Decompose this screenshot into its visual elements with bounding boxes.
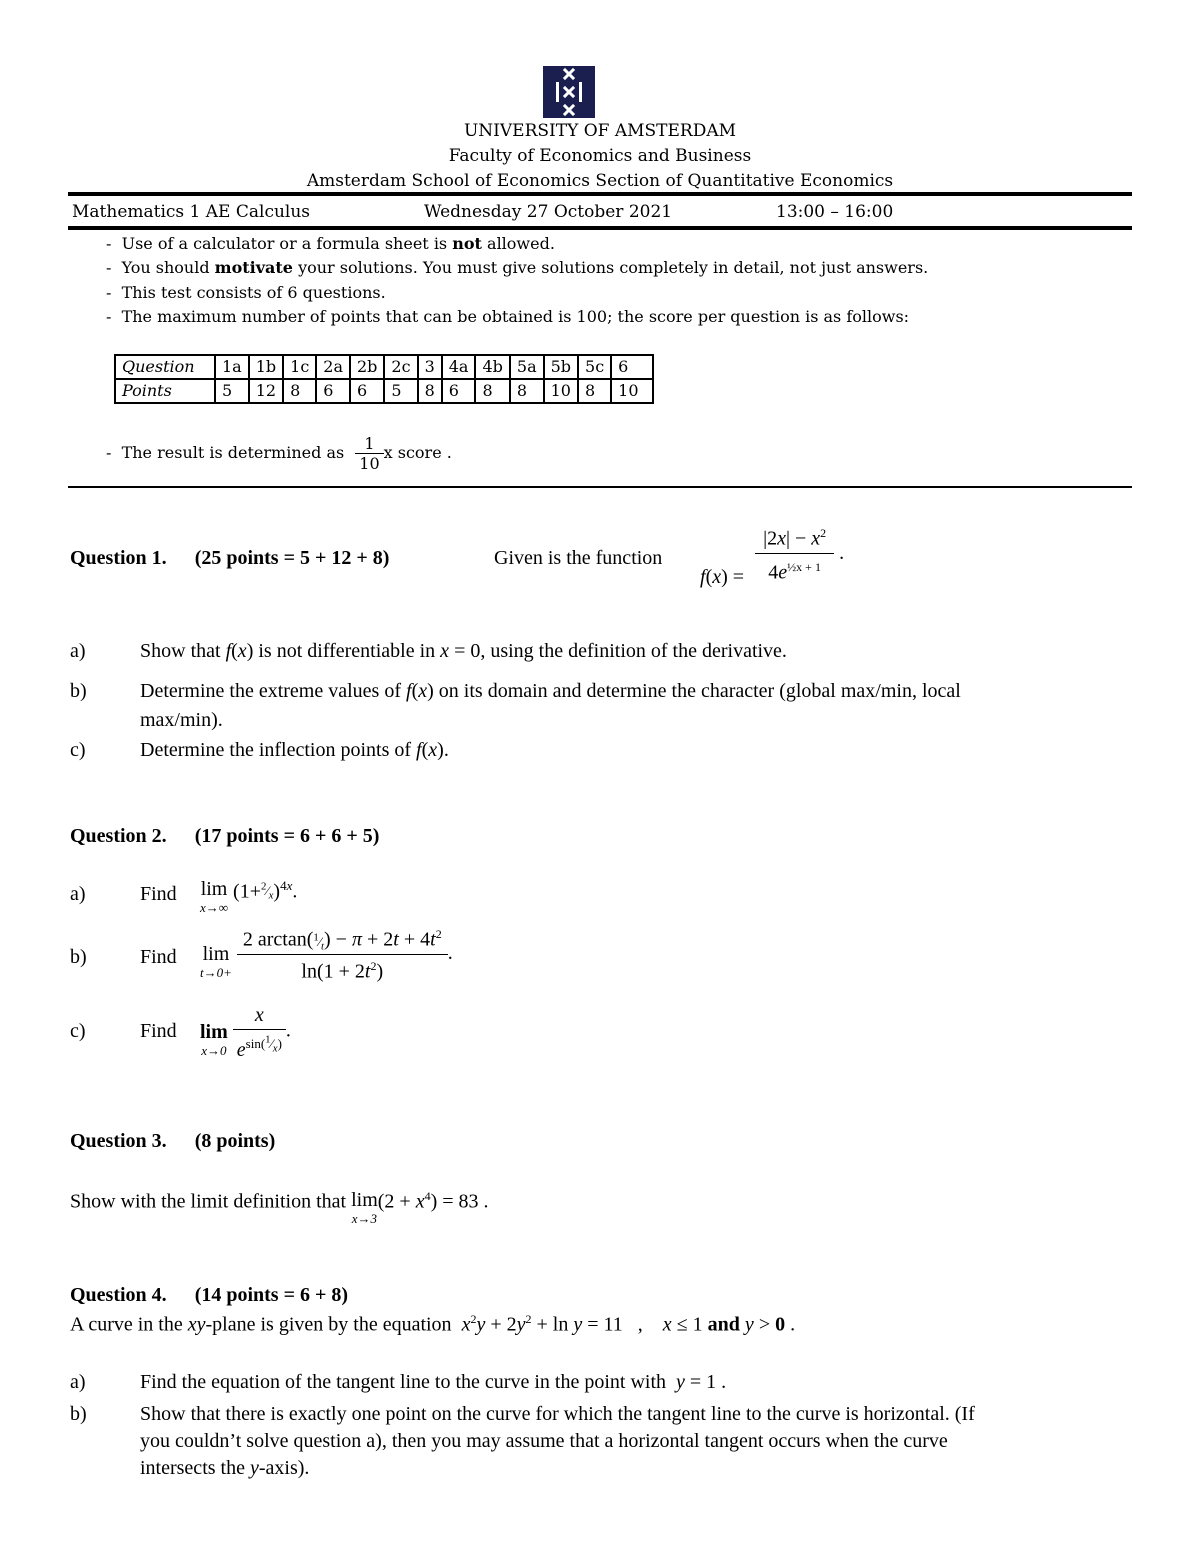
table-cell: 2a xyxy=(316,355,350,379)
table-cell: 8 xyxy=(283,379,316,403)
table-cell: 5b xyxy=(544,355,578,379)
instruction-motivate: - You should motivate your solutions. You must give solutions completely in detail, not just answers. xyxy=(106,258,929,277)
q4-part-b-line1: Show that there is exactly one point on the curve for which the tangent line to the curve is horizontal. (If xyxy=(140,1403,975,1425)
instructions-rule xyxy=(68,486,1132,488)
table-cell: 5 xyxy=(215,379,249,403)
q4-part-a-label: a) xyxy=(70,1371,86,1393)
table-cell: 5a xyxy=(510,355,544,379)
q1-part-a-label: a) xyxy=(70,640,86,662)
table-cell: 5c xyxy=(578,355,611,379)
q4-part-b-line2: you couldn’t solve question a), then you may assume that a horizontal tangent occurs when the curve xyxy=(140,1430,948,1452)
logo-crosses-icon xyxy=(543,66,595,118)
table-cell: 4a xyxy=(442,355,476,379)
table-cell: 6 xyxy=(611,355,653,379)
school-name: Amsterdam School of Economics Section of Quantitative Economics xyxy=(306,171,894,191)
q1-part-c-label: c) xyxy=(70,739,86,761)
q2-part-c-label: c) xyxy=(70,1020,86,1042)
q1-part-b-text: Determine the extreme values of f(x) on its domain and determine the character (global max/min, local xyxy=(140,680,961,702)
faculty-name: Faculty of Economics and Business xyxy=(448,146,752,166)
table-cell: 8 xyxy=(510,379,544,403)
table-cell: 10 xyxy=(544,379,578,403)
exam-date: Wednesday 27 October 2021 xyxy=(424,202,673,222)
q2-part-b-formula: lim $^{t\to 0+}$ $\frac{2 \arctan(^1⁄_t) - \pi + 2t + 4t^2}{\ln(1 + 2t^2)}$ . xyxy=(200,927,453,983)
instruction-question-count: - This test consists of 6 questions. xyxy=(106,283,386,302)
q2-heading: Question 2. (17 points = 6 + 6 + 5) xyxy=(70,825,380,847)
points-table-question-row xyxy=(115,355,653,379)
header-rule-top xyxy=(68,192,1132,196)
q1-part-c-text: Determine the inflection points of f(x). xyxy=(140,739,449,761)
table-cell: 8 xyxy=(578,379,611,403)
course-name: Mathematics 1 AE Calculus xyxy=(72,202,311,222)
instruction-result: - The result is determined as $\frac{1}{10}$ x score . xyxy=(106,434,452,473)
points-table-points-row xyxy=(115,379,653,403)
q1-part-b-text-cont: max/min). xyxy=(140,709,223,731)
university-logo xyxy=(543,66,595,118)
q2-part-a-formula: lim $^{x\to\infty}$ $(1+^2⁄_x)^{4x}$. xyxy=(200,878,298,915)
table-cell: 8 xyxy=(418,379,442,403)
q4-heading: Question 4. (14 points = 6 + 8) xyxy=(70,1284,349,1306)
q2-part-a-find: Find xyxy=(140,883,177,905)
table-label-question: Question xyxy=(115,355,215,379)
exam-time: 13:00 – 16:00 xyxy=(776,202,894,222)
q4-part-b-line3: intersects the y-axis). xyxy=(140,1457,310,1479)
points-table xyxy=(114,354,654,404)
q2-part-a-label: a) xyxy=(70,883,86,905)
table-cell: 1a xyxy=(215,355,249,379)
table-cell: 2c xyxy=(384,355,417,379)
q2-part-b-find: Find xyxy=(140,946,177,968)
table-cell: 6 xyxy=(316,379,350,403)
q1-heading: Question 1. (25 points = 5 + 12 + 8) xyxy=(70,547,390,569)
q1-function-formula: f(x) = $\frac{|2x| - x^2}{4e^{\frac{1}{2}x + 1}}$ . xyxy=(700,526,845,588)
q1-intro: Given is the function xyxy=(494,547,663,569)
table-cell: 5 xyxy=(384,379,417,403)
instruction-calculator: - Use of a calculator or a formula sheet is not allowed. xyxy=(106,234,555,253)
instruction-max-points: - The maximum number of points that can be obtained is 100; the score per question is as follows: xyxy=(106,307,910,326)
q4-part-b-label: b) xyxy=(70,1403,87,1425)
q2-part-c-find: Find xyxy=(140,1020,177,1042)
table-cell: 6 xyxy=(350,379,384,403)
university-name: UNIVERSITY OF AMSTERDAM xyxy=(463,121,737,141)
table-label-points: Points xyxy=(115,379,215,403)
q1-part-a-text: Show that f(x) is not differentiable in x = 0, using the definition of the derivative. xyxy=(140,640,787,662)
table-cell: 4b xyxy=(475,355,509,379)
q4-part-a-text: Find the equation of the tangent line to the curve in the point with y = 1 . xyxy=(140,1371,727,1393)
table-cell: 6 xyxy=(442,379,476,403)
q2-part-c-formula: lim $^{x\to 0}$ $\frac{x}{e^{sin(^1⁄_x)}}$ . xyxy=(200,1004,291,1061)
table-cell: 1b xyxy=(249,355,283,379)
q2-part-b-label: b) xyxy=(70,946,87,968)
table-cell: 8 xyxy=(475,379,509,403)
q4-intro: A curve in the xy-plane is given by the equation $x^2y + 2y^2 + \ln y = 11$ , x ≤ 1 and y > 0 . xyxy=(70,1312,796,1336)
header-rule-bottom xyxy=(68,226,1132,230)
q3-heading: Question 3. (8 points) xyxy=(70,1130,276,1152)
q3-text: Show with the limit definition that lim $^{x\to 3}(2 + x^4) = 83$ . xyxy=(70,1189,489,1226)
table-cell: 12 xyxy=(249,379,283,403)
table-cell: 2b xyxy=(350,355,384,379)
table-cell: 10 xyxy=(611,379,653,403)
table-cell: 3 xyxy=(418,355,442,379)
q1-part-b-label: b) xyxy=(70,680,87,702)
table-cell: 1c xyxy=(283,355,316,379)
